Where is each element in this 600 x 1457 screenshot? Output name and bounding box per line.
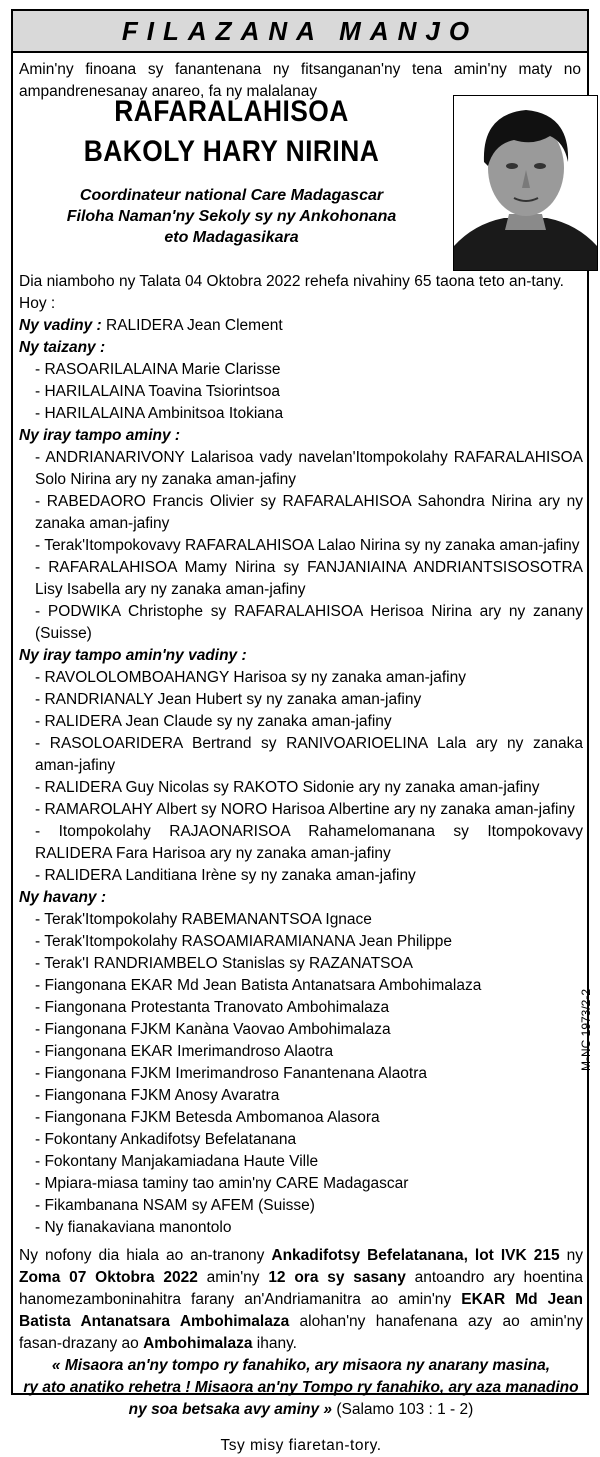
funeral-date: Zoma 07 Oktobra 2022 bbox=[19, 1269, 198, 1286]
in-laws-label: Ny iray tampo amin'ny vadiny : bbox=[19, 647, 247, 664]
list-item: - Fiangonana FJKM Anosy Avaratra bbox=[35, 1087, 280, 1104]
scripture-quote bbox=[19, 1355, 583, 1421]
list-item: - Fokontany Ankadifotsy Befelatanana bbox=[35, 1131, 297, 1148]
quote-line-3 bbox=[19, 1399, 583, 1421]
funeral-text: ny bbox=[559, 1247, 583, 1264]
deceased-titles bbox=[19, 185, 444, 248]
relatives-label: Ny havany : bbox=[19, 889, 107, 906]
list-item: - RASOARILALAINA Marie Clarisse bbox=[35, 361, 281, 378]
list-item: - Fokontany Manjakamiadana Haute Ville bbox=[35, 1153, 319, 1170]
list-item: - Fiangonana FJKM Imerimandroso Fanantenana Alaotra bbox=[35, 1065, 428, 1082]
list-item: - ANDRIANARIVONY Lalarisoa vady navelan'Itompokolahy RAFARALAHISOA Solo Nirina ary ny zanaka aman-jafiny bbox=[35, 449, 583, 488]
list-item: - Terak'Itompokolahy RASOAMIARAMIANANA Jean Philippe bbox=[35, 933, 453, 950]
hoy-label: Hoy : bbox=[19, 295, 56, 312]
quote-line-2: ry ato anatiko rehetra ! Misaora an'ny Tompo ry fanahiko, ary aza manadino bbox=[23, 1379, 579, 1396]
deceased-name-line2: BAKOLY HARY NIRINA bbox=[83, 135, 380, 168]
list-item: - PODWIKA Christophe sy RAFARALAHISOA Herisoa Nirina ary ny zanany (Suisse) bbox=[35, 603, 583, 642]
funeral-text: alohan'ny hanafenana azy ao amin'ny fasan-drazany ao bbox=[19, 1313, 583, 1352]
list-item: - RALIDERA Guy Nicolas sy RAKOTO Sidonie ary ny zanaka aman-jafiny bbox=[35, 779, 540, 796]
spouse-name: RALIDERA Jean Clement bbox=[106, 317, 283, 334]
death-notice: Dia niamboho ny Talata 04 Oktobra 2022 rehefa nivahiny 65 taona teto an-tany. bbox=[19, 273, 564, 290]
siblings-list bbox=[19, 447, 583, 645]
list-item: - RAFARALAHISOA Mamy Nirina sy FANJANIAINA ANDRIANTSISOSOTRA Lisy Isabella ary ny zanaka aman-jafiny bbox=[35, 559, 583, 598]
list-item: - Fiangonana FJKM Betesda Ambomanoa Alasora bbox=[35, 1109, 380, 1126]
burial-place: Ambohimalaza bbox=[143, 1335, 253, 1352]
list-item: - Terak'Itompokolahy RABEMANANTSOA Ignace bbox=[35, 911, 372, 928]
funeral-time: 12 ora sy sasany bbox=[268, 1269, 406, 1286]
deceased-title-2: Filoha Naman'ny Sekoly sy ny Ankohonana bbox=[66, 208, 397, 225]
children-label: Ny taizany : bbox=[19, 339, 106, 356]
list-item: - Terak'Itompokovavy RAFARALAHISOA Lalao Nirina sy ny zanaka aman-jafiny bbox=[35, 537, 580, 554]
portrait-photo bbox=[453, 95, 598, 271]
closing-note: Tsy misy fiaretan-tory. bbox=[220, 1437, 382, 1454]
list-item: - Terak'I RANDRIAMBELO Stanislas sy RAZANATSOA bbox=[35, 955, 413, 972]
spouse-label: Ny vadiny : bbox=[19, 317, 102, 334]
siblings-label: Ny iray tampo aminy : bbox=[19, 427, 181, 444]
notice-title: FILAZANA MANJO bbox=[121, 16, 479, 46]
funeral-details bbox=[19, 1245, 583, 1355]
quote-reference: (Salamo 103 : 1 - 2) bbox=[332, 1401, 474, 1418]
intro-text: Amin'ny finoana sy fanantenana ny fitsanganan'ny tena amin'ny maty no ampandrenesanay anareo, fa ny malalanay bbox=[19, 61, 581, 100]
notice-header bbox=[13, 11, 587, 53]
list-item: - RALIDERA Jean Claude sy ny zanaka aman-jafiny bbox=[35, 713, 392, 730]
funeral-text: Ny nofony dia hiala ao an-tranony bbox=[19, 1247, 272, 1264]
deceased-block bbox=[19, 95, 583, 271]
deceased-name-line1: RAFARALAHISOA bbox=[114, 95, 349, 128]
deceased-title-3: eto Madagasikara bbox=[164, 229, 299, 246]
list-item: - RAMAROLAHY Albert sy NORO Harisoa Albertine ary ny zanaka aman-jafiny bbox=[35, 801, 575, 818]
list-item: - Fiangonana EKAR Imerimandroso Alaotra bbox=[35, 1043, 334, 1060]
funeral-church: EKAR Md Jean Batista Antanatsara Ambohimalaza bbox=[19, 1291, 583, 1330]
list-item: - Fiangonana FJKM Kanàna Vaovao Ambohimalaza bbox=[35, 1021, 391, 1038]
list-item: - Fiangonana EKAR Md Jean Batista Antanatsara Ambohimalaza bbox=[35, 977, 482, 994]
children-list bbox=[19, 359, 583, 425]
in-laws-list bbox=[19, 667, 583, 887]
notice-body bbox=[19, 59, 583, 1457]
list-item: - RALIDERA Landitiana Irène sy ny zanaka aman-jafiny bbox=[35, 867, 416, 884]
funeral-text: ihany. bbox=[252, 1335, 297, 1352]
funeral-text: antoandro ary hoentina hanomezamboninahitra farany an'Andriamanitra ao amin'ny bbox=[19, 1269, 583, 1308]
spouse-line bbox=[19, 315, 583, 337]
list-item: - HARILALAINA Toavina Tsiorintsoa bbox=[35, 383, 280, 400]
relatives-list bbox=[19, 909, 583, 1239]
list-item: - Fiangonana Protestanta Tranovato Ambohimalaza bbox=[35, 999, 390, 1016]
list-item: - HARILALAINA Ambinitsoa Itokiana bbox=[35, 405, 284, 422]
list-item: - RAVOLOLOMBOAHANGY Harisoa sy ny zanaka aman-jafiny bbox=[35, 669, 466, 686]
list-item: - Itompokolahy RAJAONARISOA Rahamelomanana sy Itompokovavy RALIDERA Fara Harisoa ary ny zanaka aman-jafiny bbox=[35, 823, 583, 862]
portrait-image bbox=[454, 96, 597, 270]
list-item: - Mpiara-miasa taminy tao amin'ny CARE Madagascar bbox=[35, 1175, 409, 1192]
quote-text: ny soa betsaka avy aminy » bbox=[128, 1401, 333, 1418]
list-item: - RANDRIANALY Jean Hubert sy ny zanaka aman-jafiny bbox=[35, 691, 422, 708]
list-item: - Ny fianakaviana manontolo bbox=[35, 1219, 232, 1236]
list-item: - Fikambanana NSAM sy AFEM (Suisse) bbox=[35, 1197, 315, 1214]
deceased-title-1: Coordinateur national Care Madagascar bbox=[79, 187, 384, 204]
quote-line-1: « Misaora an'ny tompo ry fanahiko, ary misaora ny anarany masina, bbox=[51, 1357, 551, 1374]
notice-frame bbox=[11, 9, 593, 1454]
list-item: - RASOLOARIDERA Bertrand sy RANIVOARIOELINA Lala ary ny zanaka aman-jafiny bbox=[35, 735, 583, 774]
funeral-address: Ankadifotsy Befelatanana, lot IVK 215 bbox=[271, 1247, 560, 1264]
funeral-text: amin'ny bbox=[197, 1269, 269, 1286]
side-reference: M-NC 1973/2-2 bbox=[579, 988, 593, 1071]
list-item: - RABEDAORO Francis Olivier sy RAFARALAHISOA Sahondra Nirina ary ny zanaka aman-jafiny bbox=[35, 493, 583, 532]
